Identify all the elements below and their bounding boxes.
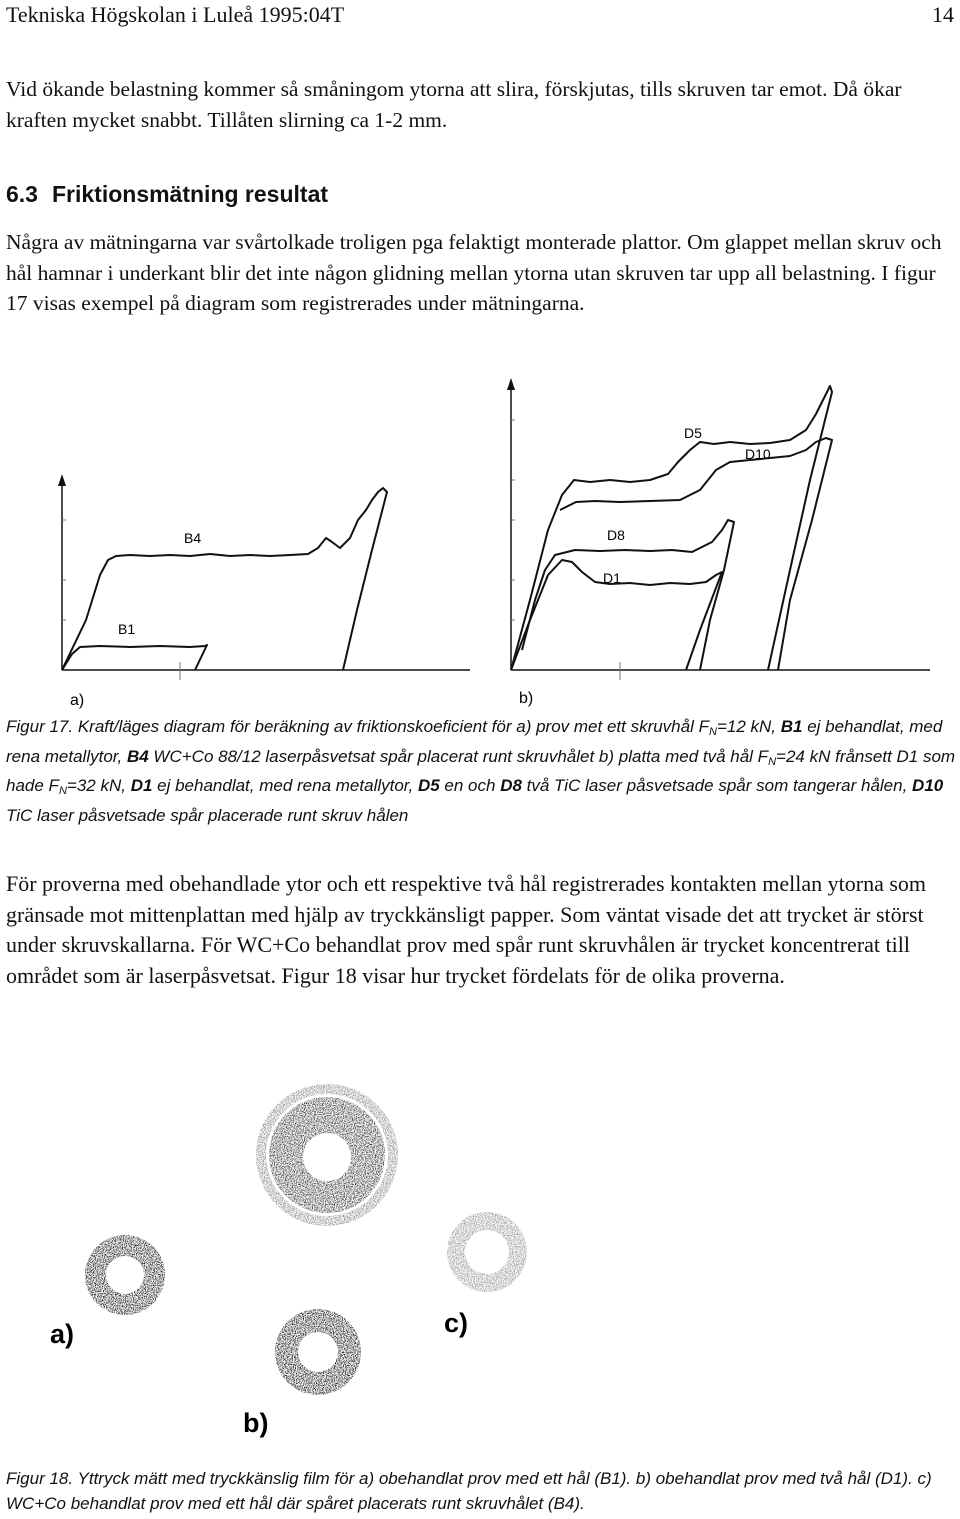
imprint-a-hole <box>106 1256 144 1294</box>
paragraph-results: Några av mätningarna var svårtolkade troligen pga felaktigt monterade plattor. Om glappet mellan skruv och hål hamnar i underkant blir det inte någon glidning mellan ytorna utan skruven tar upp all belastning. I figur 17 visas exempel på diagram som registrerades under mätningarna. <box>6 230 942 315</box>
section-number: 6.3 <box>6 181 38 207</box>
imprint-c-second-hole <box>465 1230 509 1274</box>
panel-a-label: a) <box>70 692 85 709</box>
section-heading <box>6 181 328 208</box>
label-fig18-a: a) <box>50 1319 75 1349</box>
section-title: Friktionsmätning resultat <box>51 181 329 207</box>
label-d8: D8 <box>607 527 625 543</box>
panel-b-axes <box>507 378 930 680</box>
figure-17 <box>0 370 960 715</box>
curve-b1 <box>62 645 207 670</box>
figure-17-caption: Figur 17. Kraft/läges diagram för beräkning av friktionskoeficient för a) prov met ett skruvhål $F_N=12$ kN, B1 ej behandlat, med rena metallytor, B4 WC+Co 88/12 laserpåsvetsat spår placerat runt skruvhålet b) platta med två hål $F_N=24$ kN frånsett D1 som hade $F_N=32$ kN, D1 ej behandlat, med rena metallytor, D5 en och D8 två TiC laser påsvetsade spår som tangerar hålen, D10 TiC laser påsvetsade spår placerade runt skruv hålen <box>6 717 956 825</box>
paragraph-intro: Vid ökande belastning kommer så småningom ytorna att slira, förskjutas, tills skruven tar emot. Då ökar kraften mycket snabbt. Tillåten slirning ca 1-2 mm. <box>6 77 902 132</box>
label-d5: D5 <box>684 425 702 441</box>
curve-d8 <box>522 520 734 670</box>
label-d1: D1 <box>603 570 621 586</box>
label-d10: D10 <box>745 446 771 462</box>
curve-d10 <box>560 438 832 670</box>
panel-a-axes <box>58 474 470 680</box>
page-number: 14 <box>932 2 954 27</box>
imprint-c-hole <box>303 1133 351 1181</box>
figure-18-caption: Figur 18. Yttryck mätt med tryckkänslig film för a) obehandlat prov med ett hål (B1). b) obehandlat prov med två hål (D1). c) WC+Co behandlat prov med ett hål där spåret placerats runt skruvhålet (B4). <box>6 1469 932 1513</box>
label-fig18-c: c) <box>444 1308 469 1338</box>
figure-18 <box>0 1080 960 1460</box>
curve-b4 <box>62 488 387 670</box>
running-header: Tekniska Högskolan i Luleå 1995:04T <box>6 2 345 27</box>
panel-b-label: b) <box>519 690 534 707</box>
curve-d5 <box>511 386 832 670</box>
paragraph-pressure: För proverna med obehandlade ytor och ett respektive två hål registrerades kontakten mellan ytorna som gränsade mot mittenplattan med hjälp av tryckkänsligt papper. Som väntat visade det att trycket är störst under skruvskallarna. För WC+Co behandlat prov med spår runt skruvhålen är trycket koncentrerat till området som är laserpåsvetsat. Figur 18 visar hur trycket fördelats för de olika proverna. <box>6 871 927 988</box>
label-fig18-b: b) <box>243 1408 269 1438</box>
imprint-b-hole <box>298 1332 338 1372</box>
label-b1: B1 <box>118 621 136 637</box>
label-b4: B4 <box>184 530 202 546</box>
